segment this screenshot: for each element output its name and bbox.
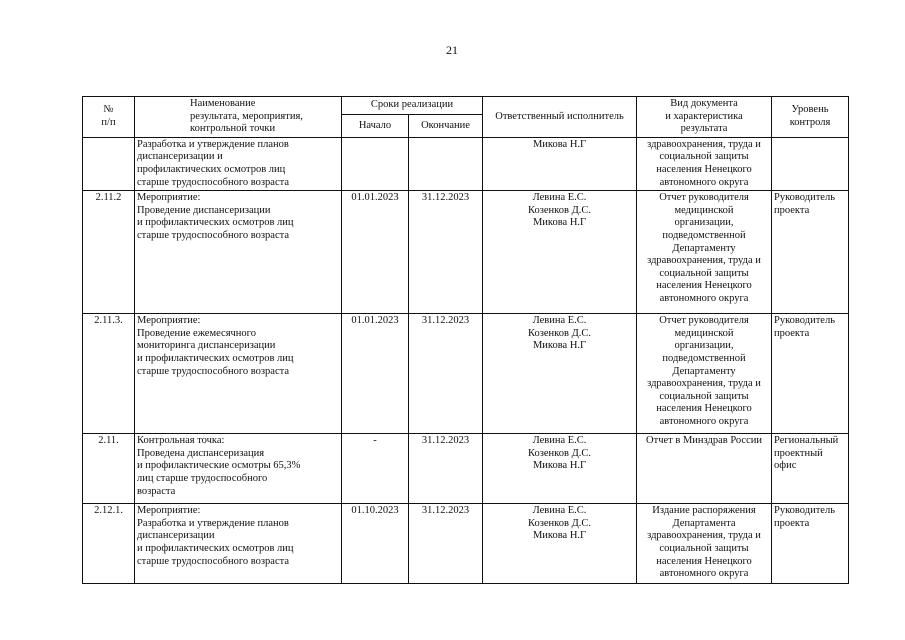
row-name: Мероприятие: Разработка и утверждение планов диспансеризации и профилактических осмотров лиц старше трудоспособного возраста (135, 504, 342, 584)
col-num-header: № п/п (83, 97, 135, 138)
row-level (772, 137, 849, 190)
plan-table (82, 96, 849, 584)
row-responsible: Левина Е.С. Козенков Д.С. Микова Н.Г (483, 314, 637, 434)
col-level-header: Уровень контроля (772, 97, 849, 138)
row-end: 31.12.2023 (409, 314, 483, 434)
row-doc: Издание распоряжения Департамента здравоохранения, труда и социальной защиты населения Ненецкого автономного округа (637, 504, 772, 584)
row-name: Контрольная точка: Проведена диспансеризация и профилактические осмотры 65,3% лиц старше трудоспособного возраста (135, 434, 342, 504)
table-row (83, 191, 849, 314)
row-num (83, 137, 135, 190)
row-doc: Отчет руководителя медицинской организации, подведомственной Департаменту здравоохранения, труда и социальной защиты населения Ненецкого автономного округа (637, 191, 772, 314)
row-level: Региональный проектный офис (772, 434, 849, 504)
row-name: Мероприятие: Проведение ежемесячного мониторинга диспансеризации и профилактических осмотров лиц старше трудоспособного возраста (135, 314, 342, 434)
row-doc: Отчет руководителя медицинской организации, подведомственной Департаменту здравоохранения, труда и социальной защиты населения Ненецкого автономного округа (637, 314, 772, 434)
row-responsible: Микова Н.Г (483, 137, 637, 190)
row-level: Руководитель проекта (772, 314, 849, 434)
row-num: 2.11.3. (83, 314, 135, 434)
page-number: 21 (446, 43, 458, 57)
col-doc-header: Вид документа и характеристика результата (637, 97, 772, 138)
row-end: 31.12.2023 (409, 504, 483, 584)
row-level: Руководитель проекта (772, 191, 849, 314)
row-doc: Отчет в Минздрав России (637, 434, 772, 504)
row-responsible: Левина Е.С. Козенков Д.С. Микова Н.Г (483, 191, 637, 314)
row-start: 01.10.2023 (342, 504, 409, 584)
row-name: Мероприятие: Проведение диспансеризации и профилактических осмотров лиц старше трудоспособного возраста (135, 191, 342, 314)
table-row (83, 504, 849, 584)
row-num: 2.11. (83, 434, 135, 504)
table-row (83, 434, 849, 504)
row-end: 31.12.2023 (409, 434, 483, 504)
table-row (83, 137, 849, 190)
col-end-header: Окончание (409, 115, 483, 137)
col-responsible-header: Ответственный исполнитель (483, 97, 637, 138)
row-end (409, 137, 483, 190)
table-row (83, 314, 849, 434)
row-responsible: Левина Е.С. Козенков Д.С. Микова Н.Г (483, 504, 637, 584)
row-level: Руководитель проекта (772, 504, 849, 584)
col-name-header: Наименование результата, мероприятия, контрольной точки (135, 97, 342, 138)
row-start (342, 137, 409, 190)
row-num: 2.12.1. (83, 504, 135, 584)
row-doc: здравоохранения, труда и социальной защиты населения Ненецкого автономного округа (637, 137, 772, 190)
row-start: 01.01.2023 (342, 314, 409, 434)
col-start-header: Начало (342, 115, 409, 137)
row-start: 01.01.2023 (342, 191, 409, 314)
row-responsible: Левина Е.С. Козенков Д.С. Микова Н.Г (483, 434, 637, 504)
header-row (83, 97, 849, 115)
col-period-header: Сроки реализации (342, 97, 483, 115)
row-name: Разработка и утверждение планов диспансеризации и профилактических осмотров лиц старше трудоспособного возраста (135, 137, 342, 190)
row-end: 31.12.2023 (409, 191, 483, 314)
row-num: 2.11.2 (83, 191, 135, 314)
row-start: - (342, 434, 409, 504)
